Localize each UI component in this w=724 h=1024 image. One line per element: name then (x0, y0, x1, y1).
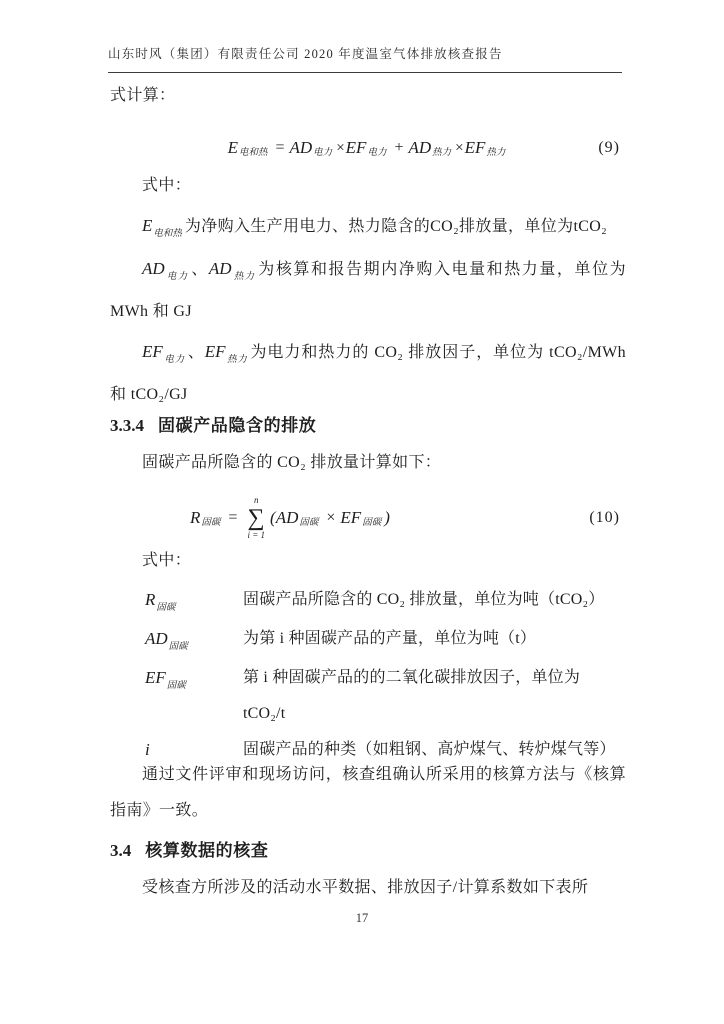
f9-plus: + (394, 139, 404, 156)
paragraph-e-definition (110, 206, 626, 249)
def-term-ad-var: AD (145, 629, 168, 648)
f9-var-e: E (227, 138, 238, 157)
paragraph-data-verification: 受核查方所涉及的活动水平数据、排放因子/计算系数如下表所 (142, 879, 589, 896)
f9-sub-ef2: 热力 (486, 148, 506, 158)
heading-3-3-4 (110, 406, 626, 446)
heading-3-4-title: 核算数据的核查 (145, 841, 269, 860)
pad-var2: AD (208, 259, 232, 278)
paragraph-conclusion: 通过文件评审和现场访问，核查组确认所采用的核算方法与《核算指南》一致。 (110, 766, 626, 819)
def-desc-i: 固碳产品的种类（如粗钢、高炉煤气、转炉煤气等） (243, 741, 616, 758)
f10-times: × (326, 509, 336, 526)
pad-sub1: 电力 (165, 272, 189, 282)
definition-row-ef (145, 660, 622, 732)
f10-open-paren: ( (270, 508, 276, 527)
f9-sub-e: 电和热 (238, 148, 268, 158)
f10-close-paren: ) (384, 508, 390, 527)
pef-var1: EF (142, 342, 163, 361)
f9-equals: = (275, 139, 285, 156)
def-desc-r: 固碳产品所隐含的 CO₂ 排放量，单位为吨（tCO₂） (243, 591, 605, 608)
def-desc-ad: 为第 i 种固碳产品的产量，单位为吨（t） (243, 630, 537, 647)
f9-var-ad1: AD (289, 138, 313, 157)
def-term-r-var: R (145, 590, 156, 609)
pef-sub1: 电力 (163, 355, 185, 365)
definition-row-ad (145, 621, 622, 660)
def-term-r (145, 582, 243, 621)
pef-sub2: 热力 (226, 355, 248, 365)
f10-var-ad: AD (275, 508, 299, 527)
f10-sub-ef: 固碳 (362, 518, 382, 528)
pe-sub: 电和热 (153, 229, 182, 239)
pe-text: 为净购入生产用电力、热力隐含的CO₂排放量，单位为tCO₂ (184, 218, 608, 235)
f9-var-ef1: EF (345, 138, 367, 157)
paragraph-ef-definition (110, 332, 626, 415)
pad-sub2: 热力 (232, 272, 256, 282)
def-term-ef (145, 660, 243, 732)
f9-times-1: × (336, 140, 345, 156)
pad-text: 为核算和报告期内净购入电量和热力量，单位为 MWh 和 GJ (110, 261, 626, 320)
formula-9-expression (110, 128, 626, 168)
f9-sub-ad1: 电力 (313, 148, 333, 158)
pef-var2: EF (204, 342, 226, 361)
header-title: 山东时风（集团）有限责任公司 2020 年度温室气体排放核查报告 (108, 47, 503, 61)
f9-sub-ad2: 热力 (432, 148, 452, 158)
pef-separator: 、 (187, 344, 205, 361)
pef-text: 为电力和热力的 CO₂ 排放因子，单位为 tCO₂/MWh 和 tCO₂/GJ (110, 344, 626, 403)
f9-var-ad2: AD (408, 138, 432, 157)
f9-sub-ef1: 电力 (367, 148, 387, 158)
paragraph-where-2: 式中： (142, 552, 192, 569)
paragraph-gutan-intro: 固碳产品所隐含的 CO₂ 排放量计算如下： (142, 454, 442, 471)
equation-number-9: (9) (598, 139, 620, 156)
f10-sub-ad: 固碳 (299, 518, 319, 528)
def-desc-ef (243, 660, 622, 732)
paragraph-ad-definition (110, 249, 626, 332)
sum-upper-limit: n (253, 495, 259, 505)
f9-var-ef2: EF (464, 138, 486, 157)
pad-separator: 、 (191, 261, 209, 278)
page-number: 17 (355, 911, 369, 925)
def-term-i-var: i (145, 740, 150, 759)
formula-10-expression (110, 496, 626, 540)
def-term-ad-sub: 固碳 (168, 642, 188, 652)
def-term-ad (145, 621, 243, 660)
summation-symbol (247, 496, 265, 540)
page-header (108, 46, 622, 73)
pe-var: E (142, 216, 153, 235)
def-term-r-sub: 固碳 (156, 603, 176, 613)
equation-number-10: (10) (589, 509, 620, 526)
sigma-icon: ∑ (247, 505, 265, 531)
f10-equals: = (228, 509, 238, 526)
paragraph-intro: 式计算： (110, 87, 176, 104)
f10-var-ef: EF (340, 508, 362, 527)
def-term-ef-sub: 固碳 (166, 681, 186, 691)
heading-3-4 (110, 831, 626, 871)
definition-list (145, 582, 622, 771)
f10-var-r: R (190, 508, 201, 527)
heading-3-3-4-title: 固碳产品隐含的排放 (158, 416, 317, 435)
f9-times-2: × (455, 140, 464, 156)
sum-lower-limit: i = 1 (247, 530, 266, 540)
pad-var1: AD (142, 259, 165, 278)
f10-sub-r: 固碳 (201, 518, 221, 528)
variable-definitions-flow (110, 206, 626, 415)
def-term-ef-var: EF (145, 668, 166, 687)
definition-row-r (145, 582, 622, 621)
heading-3-4-number: 3.4 (110, 841, 132, 860)
heading-3-3-4-number: 3.3.4 (110, 416, 144, 435)
formula-9 (110, 128, 626, 168)
def-desc-ef-line2: tCO₂/t (243, 705, 286, 722)
def-desc-ef-line1: 第 i 种固碳产品的的二氧化碳排放因子，单位为 (243, 669, 581, 686)
paragraph-where-1: 式中： (142, 177, 192, 194)
